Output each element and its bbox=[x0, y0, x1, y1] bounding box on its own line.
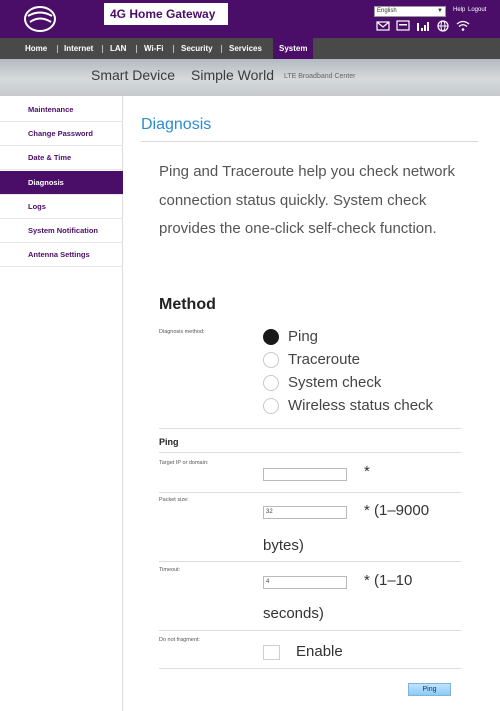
nav-divider bbox=[57, 45, 58, 53]
banner-tagline-1: Smart Device bbox=[91, 67, 176, 83]
required-mark: * bbox=[364, 463, 370, 480]
app-title: 4G Home Gateway bbox=[104, 3, 228, 25]
divider bbox=[159, 452, 461, 453]
banner-tagline-3: LTE Broadband Center bbox=[284, 73, 356, 80]
divider bbox=[159, 630, 461, 631]
nav-internet[interactable]: Internet bbox=[64, 44, 94, 53]
timeout-units: seconds) bbox=[263, 605, 324, 622]
sidebar-item-antenna-settings[interactable]: Antenna Settings bbox=[0, 243, 123, 267]
banner bbox=[0, 59, 500, 96]
main-nav bbox=[0, 38, 500, 59]
packet-size-range: * (1–9000 bbox=[364, 502, 430, 519]
logout-link[interactable]: Logout bbox=[468, 7, 487, 13]
sidebar-item-system-notification[interactable]: System Notification bbox=[0, 219, 123, 243]
radio-ping[interactable] bbox=[263, 328, 318, 345]
nav-services[interactable]: Services bbox=[229, 44, 262, 53]
method-label: Diagnosis method: bbox=[159, 329, 205, 335]
fragment-label: Do not fragment: bbox=[159, 637, 200, 643]
radio-wireless-status-check[interactable] bbox=[263, 397, 433, 414]
sidebar bbox=[0, 96, 123, 711]
banner-tagline-2: Simple World bbox=[191, 67, 274, 83]
method-heading: Method bbox=[159, 296, 216, 313]
sidebar-item-change-password[interactable]: Change Password bbox=[0, 122, 123, 146]
brand-logo-icon bbox=[22, 4, 58, 34]
nav-divider bbox=[173, 45, 174, 53]
packet-size-input[interactable]: 32 bbox=[263, 506, 347, 519]
packet-size-units: bytes) bbox=[263, 537, 304, 554]
divider bbox=[159, 492, 461, 493]
top-header bbox=[0, 0, 500, 38]
nav-divider bbox=[221, 45, 222, 53]
divider bbox=[159, 561, 461, 562]
chevron-down-icon: ▼ bbox=[437, 8, 443, 14]
ping-button[interactable]: Ping bbox=[408, 683, 451, 696]
divider bbox=[141, 141, 478, 142]
target-label: Target IP or domain: bbox=[159, 460, 209, 466]
nav-home[interactable]: Home bbox=[25, 44, 48, 53]
nav-security[interactable]: Security bbox=[181, 44, 213, 53]
sidebar-item-logs[interactable]: Logs bbox=[0, 195, 123, 219]
radio-button[interactable] bbox=[263, 375, 279, 391]
target-input[interactable] bbox=[263, 468, 347, 481]
nav-system[interactable]: System bbox=[273, 38, 313, 59]
packet-size-label: Packet size: bbox=[159, 497, 189, 503]
divider bbox=[159, 668, 461, 669]
language-select[interactable] bbox=[374, 6, 446, 17]
radio-button-checked[interactable] bbox=[263, 329, 279, 345]
radio-label: Ping bbox=[288, 328, 319, 345]
timeout-label: Timeout: bbox=[159, 567, 181, 573]
ping-heading: Ping bbox=[159, 437, 179, 447]
sidebar-item-maintenance[interactable]: Maintenance bbox=[0, 98, 123, 122]
sidebar-item-date-time[interactable]: Date & Time bbox=[0, 146, 123, 170]
globe-icon[interactable] bbox=[436, 20, 450, 32]
help-link[interactable]: Help bbox=[453, 7, 466, 13]
divider bbox=[159, 428, 461, 429]
language-value: English bbox=[377, 8, 397, 14]
radio-button[interactable] bbox=[263, 398, 279, 414]
page-title: Diagnosis bbox=[141, 116, 212, 133]
sms-icon[interactable] bbox=[396, 20, 410, 32]
fragment-checkbox[interactable] bbox=[263, 645, 280, 660]
nav-wifi[interactable]: Wi-Fi bbox=[144, 44, 164, 53]
timeout-input[interactable]: 4 bbox=[263, 576, 347, 589]
mail-icon[interactable] bbox=[376, 20, 390, 32]
wifi-icon[interactable] bbox=[456, 20, 470, 32]
radio-system-check[interactable] bbox=[263, 374, 381, 391]
sidebar-item-diagnosis[interactable]: Diagnosis bbox=[0, 171, 123, 195]
radio-button[interactable] bbox=[263, 352, 279, 368]
signal-4g-icon bbox=[416, 20, 430, 32]
nav-lan[interactable]: LAN bbox=[110, 44, 127, 53]
radio-label: System check bbox=[288, 374, 382, 391]
intro-text: Ping and Traceroute help you check network connection status quickly. System check provides the one-click self-check function. bbox=[159, 163, 456, 237]
nav-divider bbox=[136, 45, 137, 53]
radio-traceroute[interactable] bbox=[263, 351, 360, 368]
radio-label: Traceroute bbox=[288, 351, 360, 368]
radio-label: Wireless status check bbox=[288, 397, 434, 414]
timeout-range: * (1–10 bbox=[364, 572, 413, 589]
nav-divider bbox=[102, 45, 103, 53]
fragment-enable-label: Enable bbox=[296, 643, 343, 660]
